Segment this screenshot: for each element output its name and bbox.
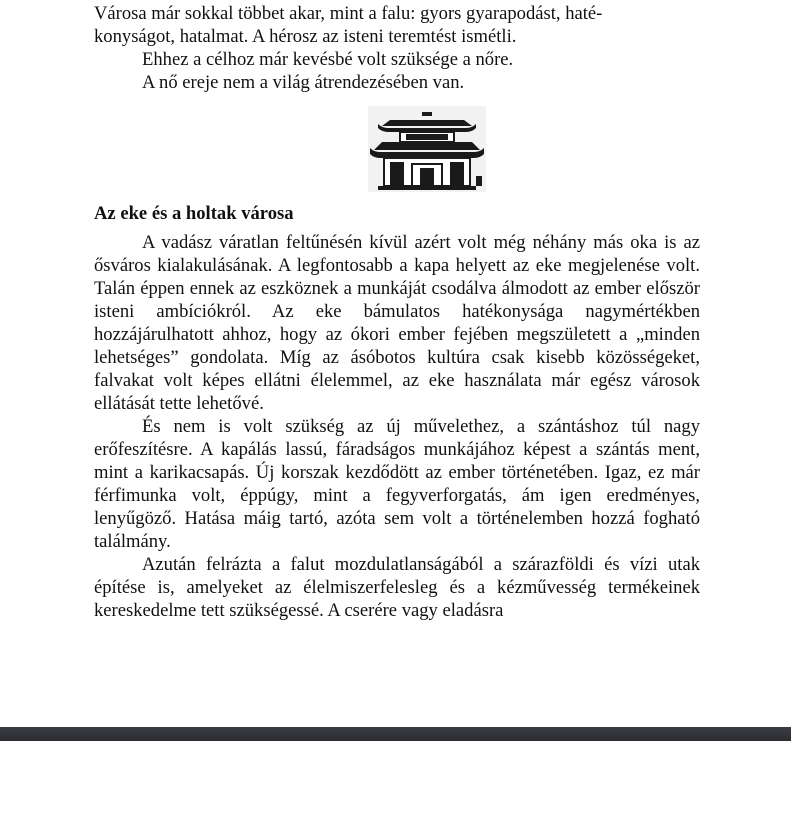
section-paragraph-2: És nem is volt szükség az új művelethez, a szántáshoz túl nagy erőfeszítésre. A kapálás lassú, fáradságos munkájához képest a szántás ment, mint a karikacsapás. Új korszak kezdődött az ember történetében. Igaz, ez már férfimunka volt, éppúgy, mint a fegyverforgatás, ám igen eredményes, lenyűgöző. Hatása máig tartó, azóta sem volt a történelemben hozzá fogható találmány.: [94, 416, 700, 552]
section-paragraph-1: A vadász váratlan feltűnésén kívül azért volt még néhány más oka is az ősváros kialakulásának. A legfontosabb a kapa helyett az eke megjelenése volt. Talán éppen ennek az eszköznek a munkáját csodálva álmodott az ember először isteni ambíciókról. Az eke bámulatos hatékonysága nagymértékben hozzájárulhatott ahhoz, hogy az ókori ember fejében megszületett a „minden lehetséges” gondolata. Míg az ásóbotos kultúra csak kisebb közösségeket, falvakat volt képes ellátni élelemmel, az eke használata már egész városok ellátását tette lehetővé.: [94, 232, 700, 414]
intro-line-1: Városa már sokkal többet akar, mint a falu: gyors gyarapodást, haté-: [94, 3, 603, 24]
section-block: [94, 202, 700, 622]
section-heading: Az eke és a holtak városa: [94, 203, 294, 224]
blank-area: [0, 741, 791, 815]
section-paragraph-3: Azután felrázta a falut mozdulatlanságából a szárazföldi és vízi utak építése is, amelyeket az élelmiszerfelesleg és a kézművesség termékeinek kereskedelme tett szükségessé. A cserére vagy eladásra: [94, 554, 700, 621]
intro-line-2: konyságot, hatalmat. A hérosz az isteni teremtést ismétli.: [94, 26, 517, 47]
intro-block: [94, 2, 700, 94]
intro-paragraph-3: A nő ereje nem a világ átrendezésében van.: [142, 72, 465, 93]
pagoda-temple-icon: [368, 106, 486, 192]
page-separator-bar: [0, 727, 791, 741]
intro-paragraph-2: Ehhez a célhoz már kevésbé volt szüksége a nőre.: [142, 49, 514, 70]
